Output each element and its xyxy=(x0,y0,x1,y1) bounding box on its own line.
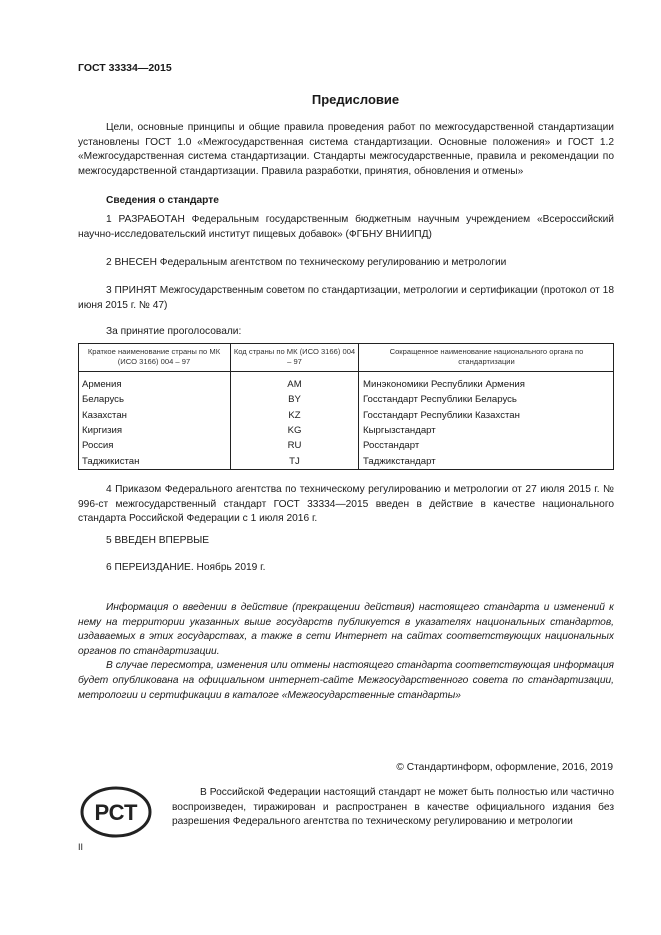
intro-paragraph xyxy=(78,121,614,179)
table-cell-body: Госстандарт Республики Беларусь xyxy=(359,392,615,407)
table-row xyxy=(78,423,614,438)
copyright: © Стандартинформ, оформление, 2016, 2019 xyxy=(396,762,613,773)
intro-text: Цели, основные принципы и общие правила проведения работ по межгосударственной стандартизации установлены ГОСТ 1.0 «Межгосударственная система стандартизации. Основные положения» и ГОСТ 1.2 «Межгосударственная система стандартизации. Стандарты межгосударственные, правила и рекомендации по межгосударственной стандартизации. Правила разработки, принятия, обновления и отмены» xyxy=(78,122,614,177)
table-cell-body: Таджикстандарт xyxy=(359,453,615,468)
table-cell-country: Россия xyxy=(82,440,114,452)
table-cell-code: BY xyxy=(231,392,359,407)
voted-label-text: За принятие проголосовали: xyxy=(106,326,242,337)
table-row xyxy=(78,392,614,407)
page-title: Предисловие xyxy=(311,92,400,107)
table-cell-code: KG xyxy=(231,423,359,438)
table-cell-body: Кыргызстандарт xyxy=(359,423,615,438)
table-row xyxy=(78,453,614,468)
item-3 xyxy=(78,284,614,313)
section-heading xyxy=(78,194,614,209)
copyright-notice-text: В Российской Федерации настоящий стандарт не может быть полностью или частично воспроизведен, тиражирован и распространен в качестве официального издания без разрешения Федерального агентства по техническому регулированию и метрологии xyxy=(172,787,614,828)
logo-text: РСТ xyxy=(94,800,138,825)
item-3-text: 3 ПРИНЯТ Межгосударственным советом по стандартизации, метрологии и сертификации (протокол от 18 июня 2015 г. № 47) xyxy=(78,285,614,311)
table-header-body: Сокращенное наименование национального органа по стандартизации xyxy=(359,343,615,372)
item-2 xyxy=(78,256,614,271)
table-cell-code: RU xyxy=(231,438,359,453)
item-4 xyxy=(78,483,614,527)
table-cell-country: Беларусь xyxy=(82,394,124,406)
table-row xyxy=(78,372,614,393)
item-4-text: 4 Приказом Федерального агентства по техническому регулированию и метрологии от 27 июля 2015 г. № 996-ст межгосударственный стандарт ГОСТ 33334—2015 введен в действие в качестве национального стандарта Российской Федерации с 1 июля 2016 г. xyxy=(78,484,614,525)
document-header: ГОСТ 33334—2015 xyxy=(78,62,172,74)
table-cell-country: Киргизия xyxy=(82,425,123,437)
table-header-code: Код страны по МК (ИСО 3166) 004 – 97 xyxy=(231,343,359,372)
item-6-text: 6 ПЕРЕИЗДАНИЕ. Ноябрь 2019 г. xyxy=(106,562,266,573)
table-header-row xyxy=(78,343,614,372)
item-1-text: 1 РАЗРАБОТАН Федеральным государственным бюджетным научным учреждением «Всероссийский научно-исследовательский институт пищевых добавок» (ФГБНУ ВНИИПД) xyxy=(78,214,614,240)
countries-table xyxy=(78,343,614,469)
info-block xyxy=(78,601,614,703)
copyright-notice xyxy=(172,786,614,830)
item-2-text: 2 ВНЕСЕН Федеральным агентством по техническому регулированию и метрологии xyxy=(106,257,507,268)
table-cell-country: Казахстан xyxy=(82,409,127,421)
item-6 xyxy=(78,561,614,576)
table-cell-code: TJ xyxy=(231,453,359,468)
table-cell-code: AM xyxy=(231,372,359,393)
page-number: II xyxy=(78,842,84,852)
info-paragraph-1: Информация о введении в действие (прекращении действия) настоящего стандарта и изменений к нему на территории указанных выше государств публикуется в указателях национальных стандартов, издаваемых в этих государствах, а также в сети Интернет на сайтах соответствующих национальных органов по стандартизации. xyxy=(78,602,614,657)
table-cell-country: Армения xyxy=(82,379,122,391)
table-row xyxy=(78,408,614,423)
table-cell-country: Таджикистан xyxy=(82,455,140,467)
table-cell-code: KZ xyxy=(231,408,359,423)
table-cell-body: Минэкономики Республики Армения xyxy=(359,372,615,393)
table-cell-body: Росстандарт xyxy=(359,438,615,453)
item-5-text: 5 ВВЕДЕН ВПЕРВЫЕ xyxy=(106,535,210,546)
voted-label xyxy=(78,325,614,340)
rst-logo xyxy=(80,786,152,838)
table-cell-body: Госстандарт Республики Казахстан xyxy=(359,408,615,423)
table-header-country: Краткое наименование страны по МК (ИСО 3166) 004 – 97 xyxy=(78,343,231,372)
section-heading-text: Сведения о стандарте xyxy=(106,195,219,206)
table-row xyxy=(78,438,614,453)
item-5 xyxy=(78,534,614,549)
info-paragraph-2: В случае пересмотра, изменения или отмены настоящего стандарта соответствующая информация будет опубликована на официальном интернет-сайте Межгосударственного совета по стандартизации, метрологии и сертификации в каталоге «Межгосударственные стандарты» xyxy=(78,660,614,701)
item-1 xyxy=(78,213,614,242)
